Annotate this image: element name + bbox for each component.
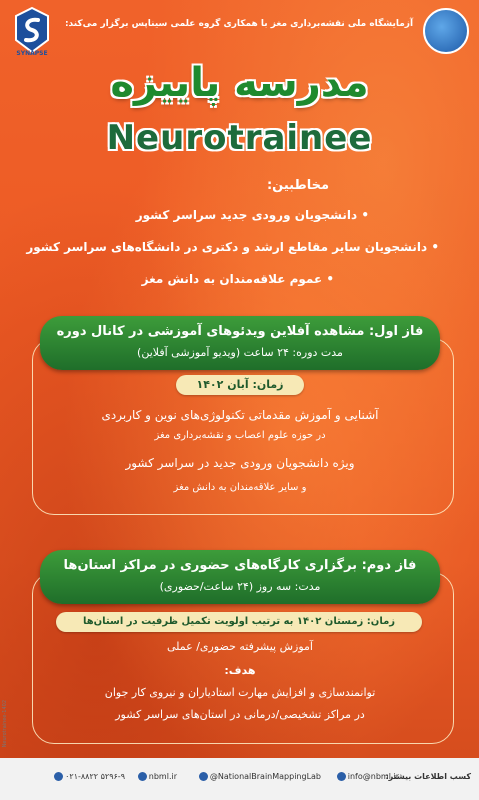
phase2-line: آموزش پیشرفته حضوری/ عملی <box>167 640 313 653</box>
poster-title-fa: مدرسه پاییزه <box>110 60 369 106</box>
phase1-line: در حوزه علوم اعصاب و نقشه‌برداری مغز <box>154 430 326 441</box>
footer-email-text: info@nbml.ir <box>347 772 399 781</box>
footer <box>0 758 479 800</box>
phase1-header <box>40 316 440 370</box>
audience-item: • دانشجویان سایر مقاطع ارشد و دکتری در دانشگاه‌های سراسر کشور <box>26 240 439 254</box>
organizer-line: آزمایشگاه ملی نقشه‌برداری مغز با همکاری گروه علمی سیناپس برگزار می‌کند: <box>64 19 414 29</box>
phase2-line: توانمندسازی و افزایش مهارت استادیاران و نیروی کار جوان <box>104 686 376 699</box>
phase1-line: و سایر علاقه‌مندان به دانش مغز <box>173 482 307 493</box>
phase1-duration: مدت دوره: ۲۴ ساعت (ویدیو آموزشی آفلاین) <box>137 346 343 359</box>
footer-phone-text: ۰۲۱-۸۸۲۲ ۵۲۹۶-۹ <box>65 772 125 781</box>
footer-website-text: nbml.ir <box>148 772 177 781</box>
audience-item: • عموم علاقه‌مندان به دانش مغز <box>141 272 334 286</box>
phase1-line: ویژه دانشجویان ورودی جدید در سراسر کشور <box>125 456 355 470</box>
social-icon <box>199 772 208 781</box>
footer-social[interactable] <box>199 772 321 781</box>
side-code: Neurotrainee-1402 <box>2 700 8 748</box>
footer-more-info: کسب اطلاعات بیشتر: <box>385 772 471 781</box>
footer-website[interactable] <box>138 772 177 781</box>
footer-phone[interactable] <box>54 772 125 781</box>
web-icon <box>138 772 147 781</box>
phase1-title: فاز اول: مشاهده آفلاین ویدئوهای آموزشی در کانال دوره <box>56 324 424 339</box>
synapse-logo-text: SYNAPSE <box>16 50 48 57</box>
phase2-header <box>40 550 440 604</box>
audience-item: • دانشجویان ورودی جدید سراسر کشور <box>135 208 369 222</box>
poster-title-en: Neurotrainee <box>106 118 373 158</box>
audience-heading: مخاطبین: <box>266 178 329 193</box>
phase2-line: در مراکز تشخیصی/درمانی در استان‌های سراسر کشور <box>115 708 365 721</box>
phase2-goal-label: هدف: <box>224 664 256 677</box>
footer-email[interactable] <box>337 772 399 781</box>
email-icon <box>337 772 346 781</box>
phase2-time-badge: زمان: زمستان ۱۴۰۲ به ترتیب اولویت تکمیل ظرفیت در استان‌ها <box>56 612 422 632</box>
phase1-time-badge: زمان: آبان ۱۴۰۲ <box>176 375 304 395</box>
nbml-logo-icon <box>423 8 469 54</box>
phase2-title: فاز دوم: برگزاری کارگاه‌های حضوری در مراکز استان‌ها <box>63 558 417 573</box>
phase2-duration: مدت: سه روز (۲۴ ساعت/حضوری) <box>159 580 321 593</box>
phase1-line: آشنایی و آموزش مقدماتی تکنولوژی‌های نوین و کاربردی <box>101 408 379 422</box>
footer-social-text: @NationalBrainMappingLab <box>209 772 321 781</box>
phone-icon <box>54 772 63 781</box>
